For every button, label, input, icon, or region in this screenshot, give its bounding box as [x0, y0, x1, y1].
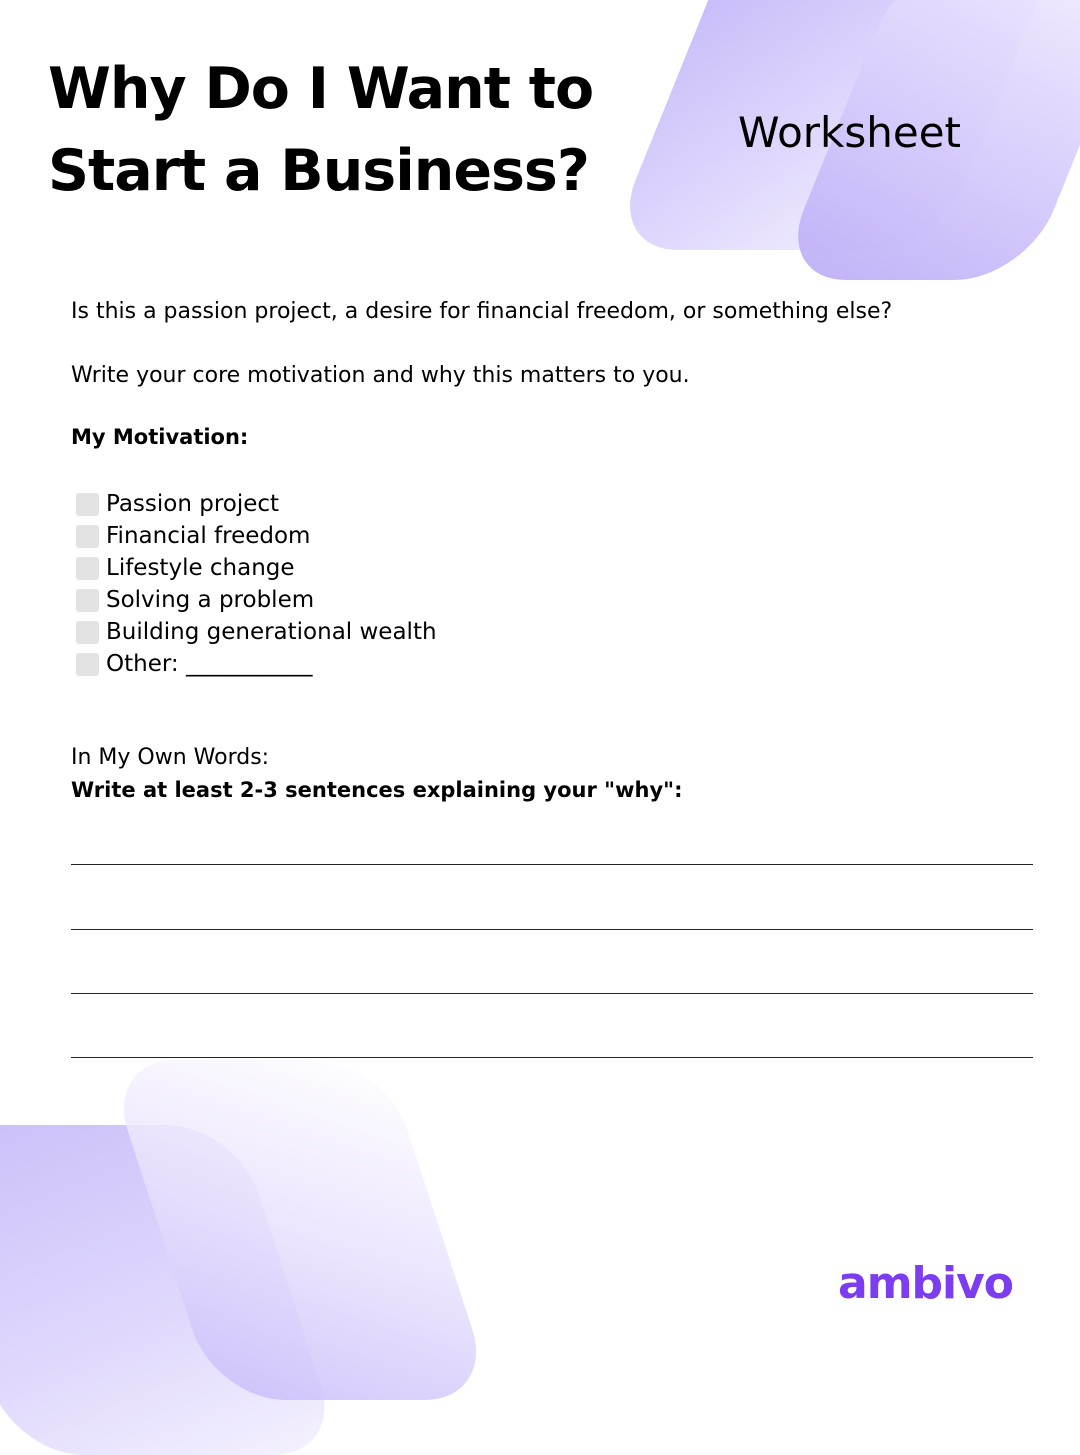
checkbox[interactable] — [76, 653, 99, 676]
option-label: Building generational wealth — [106, 619, 437, 645]
answer-line[interactable] — [71, 929, 1033, 930]
intro-question: Is this a passion project, a desire for financial freedom, or something else? — [71, 299, 893, 324]
page-subtitle: Worksheet — [738, 108, 962, 157]
checkbox[interactable] — [76, 621, 99, 644]
option-passion-project — [76, 488, 437, 520]
option-lifestyle-change — [76, 552, 437, 584]
checkbox[interactable] — [76, 557, 99, 580]
answer-line[interactable] — [71, 993, 1033, 994]
answer-line[interactable] — [71, 1057, 1033, 1058]
checkbox[interactable] — [76, 493, 99, 516]
checkbox[interactable] — [76, 525, 99, 548]
option-solving-a-problem — [76, 584, 437, 616]
motivation-options — [76, 488, 437, 680]
motivation-heading: My Motivation: — [71, 425, 249, 449]
option-label: Other: ___________ — [106, 651, 313, 677]
intro-instruction: Write your core motivation and why this matters to you. — [71, 363, 690, 388]
option-label: Lifestyle change — [106, 555, 295, 581]
own-words-prompt: Write at least 2-3 sentences explaining your "why": — [71, 778, 683, 802]
option-generational-wealth — [76, 616, 437, 648]
option-label: Financial freedom — [106, 523, 311, 549]
answer-line[interactable] — [71, 864, 1033, 865]
own-words-label: In My Own Words: — [71, 745, 270, 770]
checkbox[interactable] — [76, 589, 99, 612]
option-financial-freedom — [76, 520, 437, 552]
brand-logo: ambivo — [838, 1258, 1014, 1309]
option-other — [76, 648, 437, 680]
page-title: Why Do I Want to Start a Business? — [48, 56, 594, 204]
option-label: Solving a problem — [106, 587, 315, 613]
option-label: Passion project — [106, 491, 280, 517]
